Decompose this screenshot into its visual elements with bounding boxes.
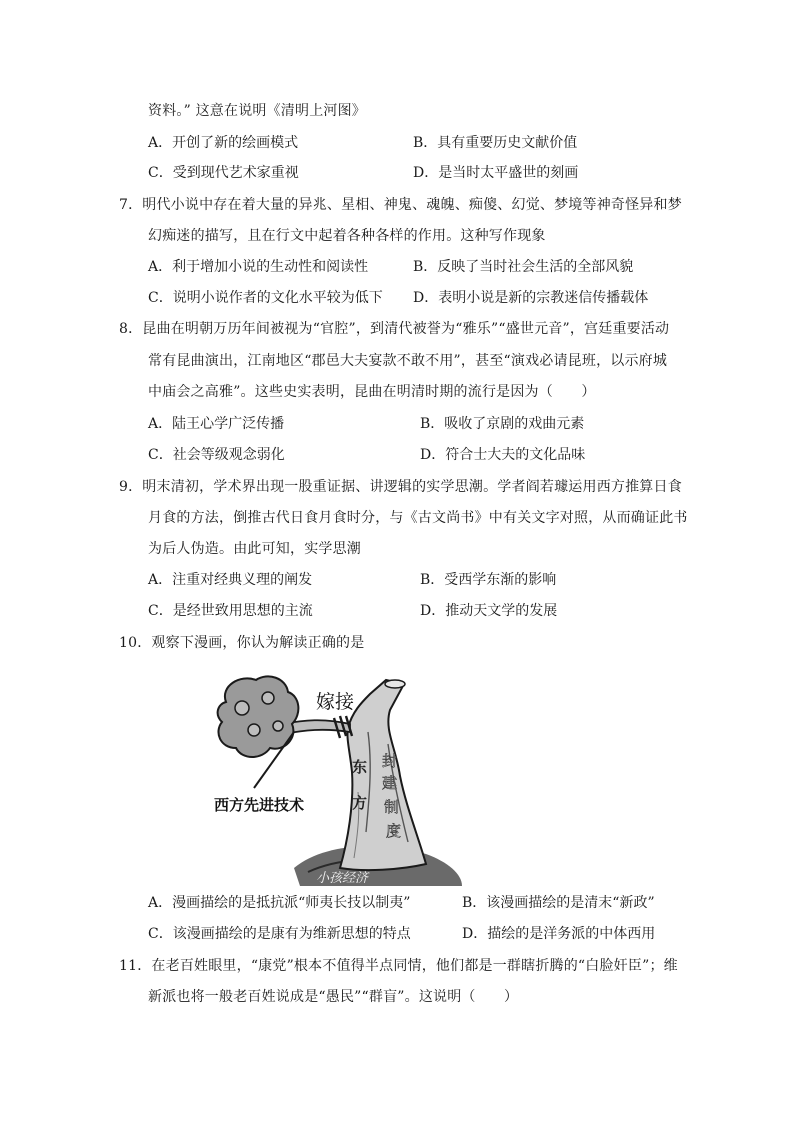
q6-continuation: 资料。” 这意在说明《清明上河图》 (148, 103, 367, 119)
q11-stem-line1: 11．在老百姓眼里，“康党”根本不值得半点同情，他们都是一群瞎折腾的“白脸奸臣”；维 (119, 958, 678, 974)
cartoon-stump-cut (385, 680, 405, 688)
q7-option-b: B．反映了当时社会生活的全部风貌 (413, 259, 634, 275)
q8-option-d: D．符合士大夫的文化品味 (420, 447, 586, 463)
q9-option-d: D．推动天文学的发展 (420, 603, 558, 619)
q9-option-b: B．受西学东渐的影响 (420, 572, 557, 588)
q10-option-d: D．描绘的是洋务派的中体西用 (462, 926, 656, 942)
cartoon-trunk-right-char-1: 封 (382, 752, 398, 770)
cartoon-fruit (262, 692, 274, 704)
q6-option-d: D．是当时太平盛世的刻画 (413, 165, 579, 181)
cartoon-fruit (235, 701, 249, 715)
cartoon-fruit (248, 724, 260, 736)
cartoon-trunk-right-char-4: 度 (386, 822, 402, 840)
q7-option-d: D．表明小说是新的宗教迷信传播载体 (413, 290, 649, 306)
q6-option-c: C．受到现代艺术家重视 (148, 165, 299, 181)
cartoon-svg (212, 672, 464, 888)
q8-option-a: A．陆王心学广泛传播 (148, 416, 285, 432)
q6-option-b: B．具有重要历史文献价值 (413, 135, 578, 151)
cartoon-watermark: 小孩经济 (316, 871, 369, 886)
cartoon-fruit (273, 721, 283, 731)
q10-option-b: B．该漫画描绘的是清末“新政” (462, 895, 655, 911)
q9-stem-line2: 月食的方法，倒推古代日食月食时分，与《古文尚书》中有关文字对照，从而确证此书 (148, 510, 688, 526)
q6-option-a: A．开创了新的绘画模式 (148, 135, 299, 151)
q8-stem-line1: 8．昆曲在明朝万历年间被视为“官腔”，到清代被誉为“雅乐”“盛世元音”，宫廷重要活动 (119, 321, 670, 337)
q10-stem-line1: 10．观察下漫画，你认为解读正确的是 (119, 635, 365, 651)
cartoon-label-west: 西方先进技术 (214, 796, 305, 814)
q8-stem-line2: 常有昆曲演出，江南地区“郡邑大夫宴款不敢不用”，甚至“演戏必请昆班，以示府城 (148, 353, 668, 369)
q7-option-c: C．说明小说作者的文化水平较为低下 (148, 290, 383, 306)
q10-option-c: C．该漫画描绘的是康有为维新思想的特点 (148, 926, 411, 942)
cartoon-label-graft: 嫁接 (316, 691, 355, 713)
q9-stem-line1: 9．明末清初，学术界出现一股重证据、讲逻辑的实学思潮。学者阎若璩运用西方推算日食 (119, 479, 682, 495)
cartoon-trunk-left-char-2: 方 (352, 794, 368, 812)
q10-option-a: A．漫画描绘的是抵抗派“师夷长技以制夷” (148, 895, 411, 911)
cartoon-trunk-right-char-2: 建 (382, 774, 398, 792)
q11-stem-line2: 新派也将一般老百姓说成是“愚民”“群盲”。这说明（ ） (148, 989, 519, 1005)
cartoon-trunk-left-char-1: 东 (352, 758, 368, 776)
q8-option-b: B．吸收了京剧的戏曲元素 (420, 416, 585, 432)
cartoon-leaf-crown (218, 676, 299, 757)
q8-option-c: C．社会等级观念弱化 (148, 447, 285, 463)
q7-stem-line1: 7．明代小说中存在着大量的异兆、星相、神鬼、魂魄、痴傻、幻觉、梦境等神奇怪异和梦 (119, 197, 682, 213)
q7-stem-line2: 幻痴迷的描写，且在行文中起着各种各样的作用。这种写作现象 (148, 228, 546, 244)
q7-option-a: A．利于增加小说的生动性和阅读性 (148, 259, 369, 275)
cartoon-trunk-right-char-3: 制 (384, 798, 400, 816)
q9-option-c: C．是经世致用思想的主流 (148, 603, 313, 619)
q9-option-a: A．注重对经典义理的阐发 (148, 572, 313, 588)
q9-stem-line3: 为后人伪造。由此可知，实学思潮 (148, 541, 361, 557)
cartoon-figure (212, 672, 464, 888)
q8-stem-line3: 中庙会之高雅”。这些史实表明，昆曲在明清时期的流行是因为（ ） (148, 384, 596, 400)
